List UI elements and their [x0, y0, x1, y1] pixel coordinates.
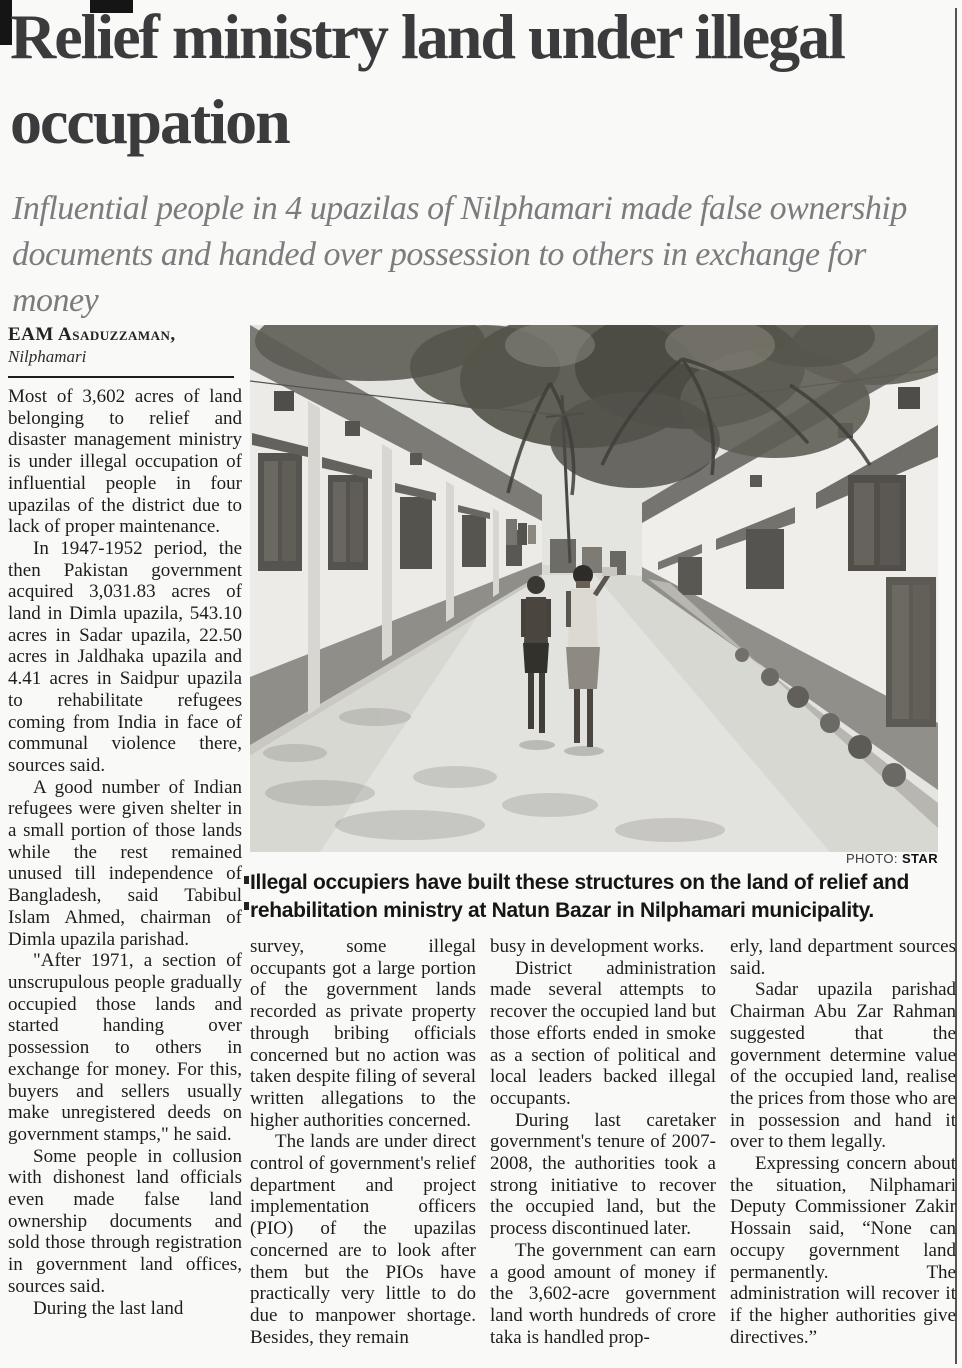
- paragraph: During the last land: [33, 1297, 184, 1319]
- bottom-columns: [250, 936, 957, 1366]
- headline: Relief ministry land under illegal occupation: [10, 1, 844, 157]
- paragraph: Some people in collusion with dishonest land officials even made false land ownership documents and sold those through registration in government land offices, sources said.: [8, 1145, 242, 1297]
- paragraph: Sadar upazila parishad Chairman Abu Zar Rahman suggested that the government determine value of the occupied land, realise the prices from those who are in possession and hand it over to them legally.: [730, 979, 956, 1153]
- paragraph: Expressing concern about the situation, Nilphamari Deputy Commissioner Zakir Hossain said, “None can occupy government land permanently. The administration will recover it if the higher authorities give directives.”: [730, 1153, 956, 1348]
- paragraph: erly, land department sources said.: [730, 936, 956, 979]
- paragraph: A good number of Indian refugees were given shelter in a small portion of those lands while the rest remained unused till independence of Bangladesh, said Tabibul Islam Ahmed, chairman of Dimla upazila parishad.: [8, 776, 242, 950]
- paragraph: The lands are under direct control of government's relief department and project implementation officers (PIO) of the upazilas concerned are to look after them but the PIOs have practically very little to do due to manpower shortage. Besides, they remain: [250, 1131, 476, 1348]
- paragraph: "After 1971, a section of unscrupulous people gradually occupied those lands and started handing over possession to others in exchange for money. For this, buyers and sellers usually make unregistered deeds on government stamps," he said.: [8, 950, 242, 1145]
- article-column-3: [490, 936, 716, 1366]
- byline: [8, 324, 242, 367]
- photo-credit-value: STAR: [901, 851, 938, 866]
- article-photo: [250, 325, 938, 852]
- byline-rule: [8, 376, 234, 378]
- article-column-1: [8, 324, 242, 1364]
- paragraph: survey, some illegal occupants got a large portion of the government lands recorded as private property through bribing officials concerned but no action was taken despite filing of several written allegations to the higher authorities concerned.: [250, 936, 476, 1131]
- photo-credit-label: PHOTO:: [845, 851, 898, 866]
- paragraph: In 1947-1952 period, the then Pakistan government acquired 3,031.83 acres of land in Dimla upazila, 543.10 acres in Sadar upazila, 22.50 acres in Jaldhaka upazila and 4.41 acres in Saidpur upazila to rehabilitate refugees coming from India in face of communal violence there, sources said.: [8, 537, 242, 776]
- paragraph: busy in development works.: [490, 936, 705, 957]
- article-column-2: [250, 936, 476, 1366]
- subtitle: Influential people in 4 upazilas of Nilphamari made false ownership documents and handed over possession to others in exchange for money: [12, 190, 907, 319]
- paragraph: During last caretaker government's tenure of 2007-2008, the authorities took a strong initiative to recover the occupied land, but the process discontinued later.: [490, 1109, 716, 1240]
- street-scene-illustration: [250, 325, 938, 852]
- paragraph: District administration made several attempts to recover the occupied land but those efforts ended in smoke as a section of political and local leaders backed illegal occupants.: [490, 957, 716, 1109]
- paragraph: The government can earn a good amount of money if the 3,602-acre government land worth hundreds of crore taka is handled prop-: [490, 1239, 716, 1348]
- paragraph: Most of 3,602 acres of land belonging to relief and disaster management ministry is under illegal occupation of influential people in four upazilas of the district due to lack of proper maintenance.: [8, 386, 242, 538]
- photo-caption: Illegal occupiers have built these structures on the land of relief and rehabilitation ministry at Natun Bazar in Nilphamari municipality.: [250, 871, 910, 922]
- scan-artifact: [244, 876, 249, 884]
- article-column-4: [730, 936, 956, 1366]
- scan-artifact: [244, 902, 249, 910]
- byline-author: EAM Asaduzzaman,: [8, 324, 176, 345]
- byline-location: Nilphamari: [8, 347, 87, 366]
- photo-credit: [250, 851, 938, 866]
